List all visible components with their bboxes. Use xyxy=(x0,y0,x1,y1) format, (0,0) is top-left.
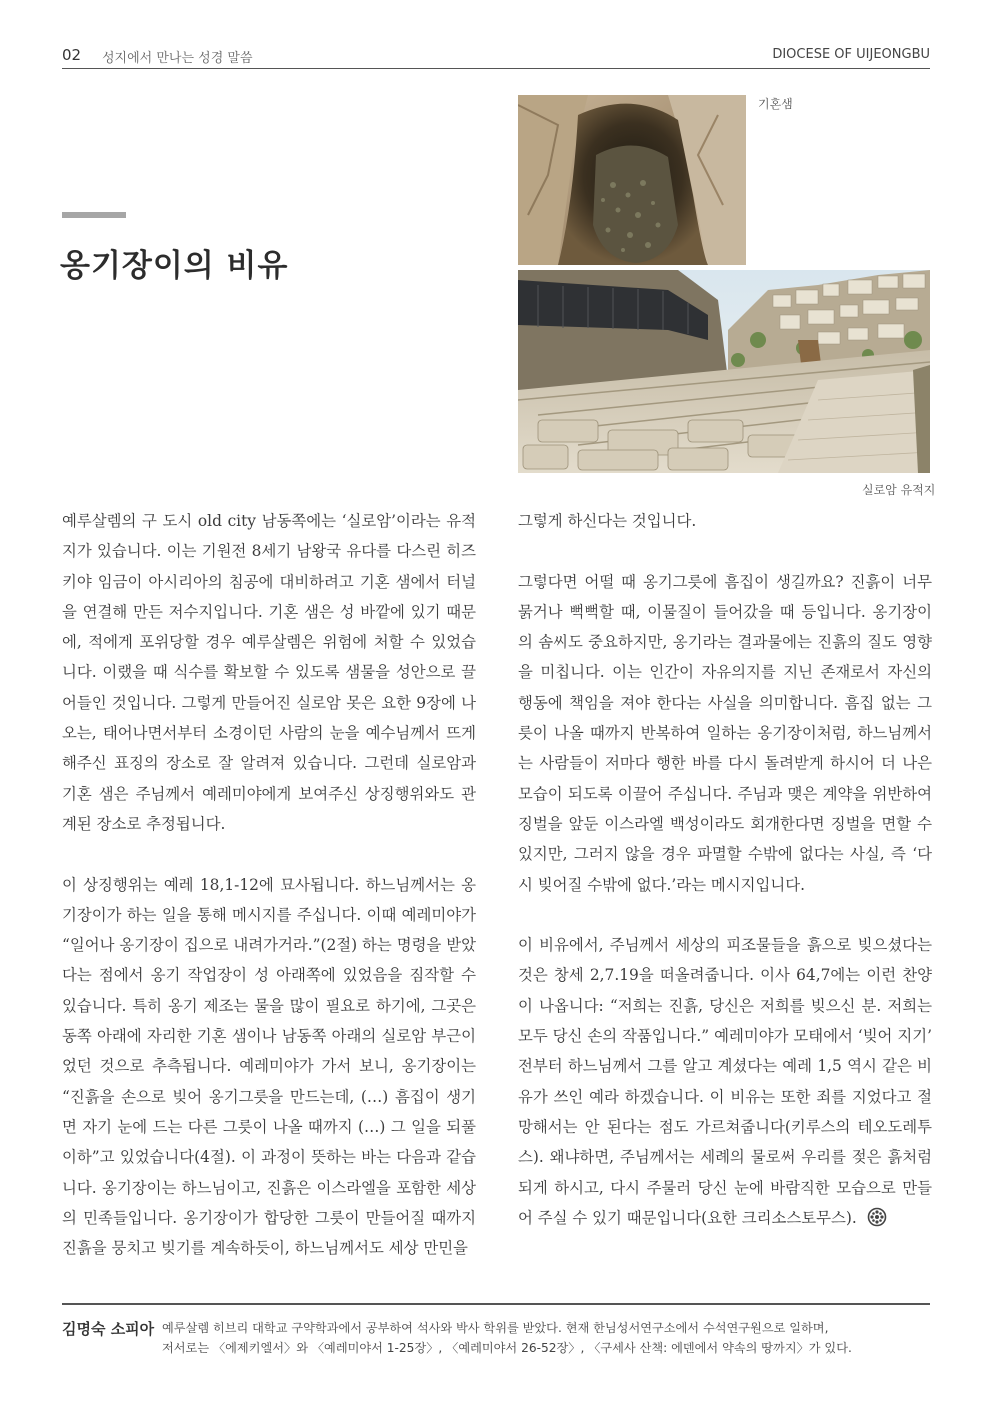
author-bio-line: 예루살렘 히브리 대학교 구약학과에서 공부하여 석사와 박사 학위를 받았다. 현재 한님성서연구소에서 수석연구원으로 일하며, xyxy=(162,1321,829,1335)
gihon-spring-image xyxy=(518,95,746,265)
article-column-left xyxy=(62,506,476,1294)
footer-divider xyxy=(62,1303,930,1305)
siloam-pool-photo xyxy=(518,270,930,473)
paragraph: 그렇다면 어떨 때 옹기그릇에 흠집이 생길까요? 진흙이 너무 묽거나 뻑뻑할 때, 이물질이 들어갔을 때 등입니다. 옹기장이의 솜씨도 중요하지만, 옹기라는 결과물에는 진흙의 질도 영향을 미칩니다. 이는 인간이 자유의지를 지닌 존재로서 자신의 행동에 책임을 져야 한다는 사실을 의미합니다. 흠집 없는 그릇이 나올 때까지 반복하여 일하는 옹기장이처럼, 하느님께서는 사람들이 저마다 행한 바를 다시 돌려받게 하시어 더 나은 모습이 되도록 이끌어 주십니다. 주님과 맺은 계약을 위반하여 징벌을 앞둔 이스라엘 백성이라도 회개한다면 징벌을 면할 수 있지만, 그러지 않을 경우 파멸할 수밖에 없다는 사실, 즉 ‘다시 빚어질 수밖에 없다.’라는 메시지입니다. xyxy=(518,572,932,894)
rosette-end-mark-icon xyxy=(867,1207,887,1237)
publisher-name: DIOCESE OF UIJEONGBU xyxy=(772,47,930,62)
gihon-spring-photo xyxy=(518,95,746,265)
paragraph: 예루살렘의 구 도시 old city 남동쪽에는 ‘실로암’이라는 유적지가 있습니다. 이는 기원전 8세기 남왕국 유다를 다스린 히즈키야 임금이 아시리아의 침공에 대비하려고 기혼 샘에서 터널을 연결해 만든 저수지입니다. 기혼 샘은 성 바깥에 있기 때문에, 적에게 포위당할 경우 예루살렘은 위험에 처할 수 있었습니다. 이랬을 때 식수를 확보할 수 있도록 샘물을 성안으로 끌어들인 것입니다. 그렇게 만들어진 실로암 못은 요한 9장에 나오는, 태어나면서부터 소경이던 사람의 눈을 예수님께서 뜨게 해주신 표징의 장소로 잘 알려져 있습니다. 그런데 실로암과 기혼 샘은 주님께서 예레미야에게 보여주신 상징행위와도 관계된 장소로 추정됩니다. xyxy=(62,512,476,833)
author-name: 김명숙 소피아 xyxy=(62,1320,155,1338)
article-column-right xyxy=(518,506,932,1267)
paragraph-last xyxy=(518,930,932,1237)
siloam-pool-image xyxy=(518,270,930,473)
article-title: 옹기장이의 비유 xyxy=(60,248,289,284)
paragraph: 그렇게 하신다는 것입니다. xyxy=(518,512,697,530)
paragraph-text: 이 비유에서, 주님께서 세상의 피조물들을 흙으로 빚으셨다는 것은 창세 2,7.19을 떠올려줍니다. 이사 64,7에는 이런 찬양이 나옵니다: “저희는 진흙, 당신은 저희를 빚으신 분. 저희는 모두 당신 손의 작품입니다.” 예레미야가 모태에서 ‘빚어 지기’ 전부터 하느님께서 그를 알고 계셨다는 예레 1,5 역시 같은 비유가 쓰인 예라 하겠습니다. 이 비유는 또한 죄를 지었다고 절망해서는 안 된다는 점도 가르쳐줍니다(키루스의 테오도레투스). 왜냐하면, 주님께서는 세례의 물로써 우리를 젖은 흙처럼 되게 하시고, 다시 주물러 당신 눈에 바람직한 모습으로 만들어 주실 수 있기 때문입니다(요한 크리소스토무스). xyxy=(518,936,932,1227)
page-number: 02 xyxy=(62,46,82,64)
section-title: 성지에서 만나는 성경 말씀 xyxy=(102,51,253,66)
siloam-pool-caption: 실로암 유적지 xyxy=(862,483,936,497)
author-bio xyxy=(162,1318,932,1358)
gihon-spring-caption: 기혼샘 xyxy=(758,97,793,111)
title-accent-bar xyxy=(62,212,126,218)
paragraph: 이 상징행위는 예레 18,1-12에 묘사됩니다. 하느님께서는 옹기장이가 하는 일을 통해 메시지를 주십니다. 이때 예레미야가 “일어나 옹기장이 집으로 내려가거라.”(2절) 하는 명령을 받았다는 점에서 옹기 작업장이 성 아래쪽에 있었음을 짐작할 수 있습니다. 특히 옹기 제조는 물을 많이 필요로 하기에, 그곳은 동쪽 아래에 자리한 기혼 샘이나 남동쪽 아래의 실로암 부근이었던 것으로 추측됩니다. 예레미야가 가서 보니, 옹기장이는 “진흙을 손으로 빚어 옹기그릇을 만드는데, (…) 흠집이 생기면 자기 눈에 드는 다른 그릇이 나올 때까지 (…) 그 일을 되풀이하”고 있었습니다(4절). 이 과정이 뜻하는 바는 다음과 같습니다. 옹기장이는 하느님이고, 진흙은 이스라엘을 포함한 세상의 민족들입니다. 옹기장이가 합당한 그릇이 만들어질 때까지 진흙을 뭉치고 빚기를 계속하듯이, 하느님께서도 세상 만민을 xyxy=(62,875,476,1258)
page-header xyxy=(62,44,930,69)
author-bio-line: 저서로는 〈에제키엘서〉와 〈예레미야서 1-25장〉, 〈예레미야서 26-52장〉, 〈구세사 산책: 에덴에서 약속의 땅까지〉가 있다. xyxy=(162,1341,852,1355)
